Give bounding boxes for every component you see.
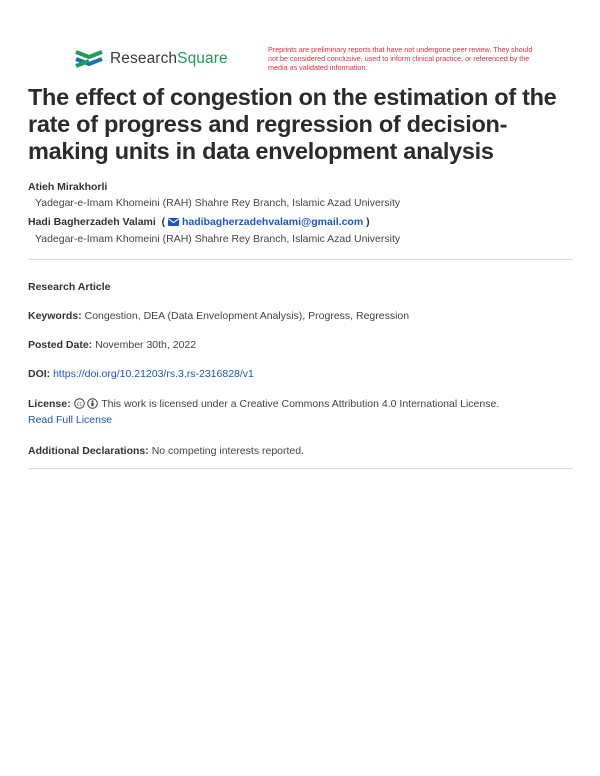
license-text: This work is licensed under a Creative Commons Attribution 4.0 International License. — [101, 398, 500, 410]
author-affiliation: Yadegar-e-Imam Khomeini (RAH) Shahre Rey Branch, Islamic Azad University — [35, 233, 401, 245]
envelope-icon — [168, 218, 179, 226]
divider — [28, 259, 573, 260]
keywords-label: Keywords: — [28, 310, 82, 322]
brand-name — [110, 50, 228, 68]
author-email-link[interactable]: hadibagherzadehvalami@gmail.com — [181, 216, 364, 228]
read-full-license-link[interactable]: Read Full License — [28, 414, 113, 426]
declarations-row — [28, 443, 573, 459]
attribution-icon — [87, 398, 98, 409]
divider — [28, 468, 573, 469]
research-square-logo-icon — [74, 48, 104, 70]
doi-label: DOI: — [28, 368, 51, 380]
doi-link[interactable]: https://doi.org/10.21203/rs.3.rs-2316828/v1 — [53, 368, 254, 380]
doi-row — [28, 366, 573, 382]
creative-commons-icon — [74, 398, 85, 409]
declarations-value: No competing interests reported. — [151, 445, 305, 457]
posted-date-value: November 30th, 2022 — [95, 339, 197, 351]
declarations-label: Additional Declarations: — [28, 445, 149, 457]
corresponding-author: Hadi Bagherzadeh Valami ( hadibagherzadehvalami@gmail.com ) — [28, 216, 370, 228]
posted-date-row — [28, 337, 573, 353]
keywords-value: Congestion, DEA (Data Envelopment Analysis), Progress, Regression — [84, 310, 410, 322]
license-row — [28, 396, 573, 428]
brand-word-research: Research — [110, 50, 178, 67]
license-label: License: — [28, 398, 71, 410]
article-type: Research Article — [28, 281, 111, 293]
preprint-disclaimer: Preprints are preliminary reports that have not undergone peer review. They should not be considered conclusive, used to inform clinical practice, or referenced by the media as validated information. — [268, 45, 533, 72]
paper-title: The effect of congestion on the estimation of the rate of progress and regression of decision- making units in data envelopment analysis — [28, 84, 557, 164]
brand-word-square: Square — [177, 50, 228, 67]
posted-date-label: Posted Date: — [28, 339, 93, 351]
author-affiliation: Yadegar-e-Imam Khomeini (RAH) Shahre Rey Branch, Islamic Azad University — [35, 197, 401, 209]
author-name: Atieh Mirakhorli — [28, 181, 108, 193]
keywords-row — [28, 308, 573, 324]
author-name: Hadi Bagherzadeh Valami — [28, 216, 156, 228]
svg-text:cc: cc — [76, 401, 82, 408]
research-square-logo[interactable] — [74, 48, 228, 70]
